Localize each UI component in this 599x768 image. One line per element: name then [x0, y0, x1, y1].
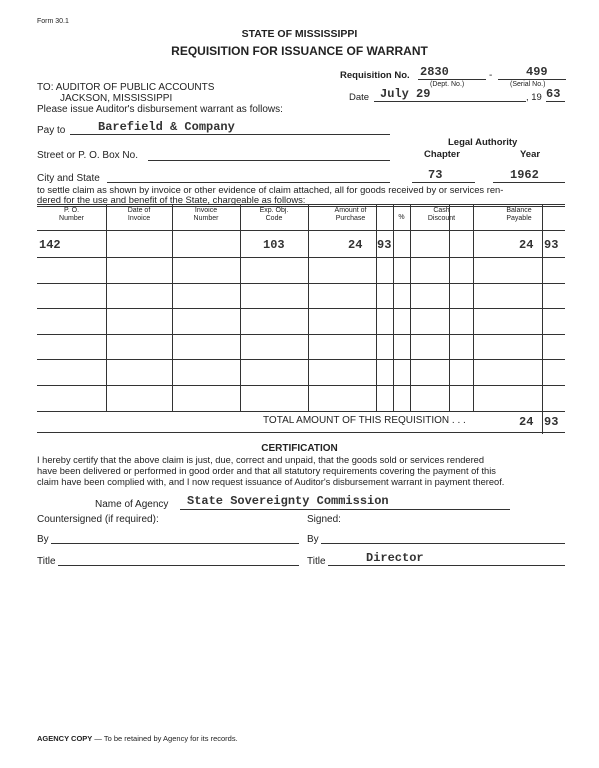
pay-to-value[interactable]: Barefield & Company: [98, 120, 235, 134]
certification-line-1: I hereby certify that the above claim is just, due, correct and unpaid, that the goods sold or services rendered: [37, 455, 485, 465]
header-amount-of-purchase: Amount of Purchase: [334, 207, 367, 222]
header-percent: %: [398, 214, 405, 221]
row-balance-cents[interactable]: 93: [544, 238, 559, 252]
title-value[interactable]: Director: [366, 551, 424, 565]
instruction-text: Please issue Auditor's disbursement warrant as follows:: [37, 104, 283, 115]
street-label: Street or P. O. Box No.: [37, 150, 138, 161]
footer-text: — To be retained by Agency for its records.: [94, 734, 238, 743]
signed-title-label: Title: [307, 556, 326, 567]
settle-text-2: dered for the use and benefit of the State, chargeable as follows:: [37, 194, 306, 205]
dept-number[interactable]: 2830: [420, 65, 449, 79]
serial-no-caption: (Serial No.): [510, 81, 546, 88]
pay-to-label: Pay to: [37, 125, 66, 136]
total-label: TOTAL AMOUNT OF THIS REQUISITION . . .: [263, 415, 466, 426]
header-balance-payable: Balance Payable: [506, 207, 532, 222]
header-po-number: P. O. Number: [59, 207, 84, 222]
settle-text-1: to settle claim as shown by invoice or other evidence of claim attached, all for goods received by or services ren-: [37, 184, 504, 195]
date-label: Date: [349, 92, 370, 103]
requisition-separator: -: [489, 70, 493, 81]
to-line-2: JACKSON, MISSISSIPPI: [60, 93, 173, 104]
year-prefix: , 19: [526, 92, 542, 103]
legal-authority-title: Legal Authority: [448, 137, 518, 148]
year-suffix[interactable]: 63: [546, 87, 561, 101]
charges-table: [37, 204, 565, 434]
row-balance-dollars[interactable]: 24: [519, 238, 534, 252]
row-po-number[interactable]: 142: [39, 238, 61, 252]
certification-line-2: have been delivered or performed in good order and that all statutory requirements covering the payment of this: [37, 466, 496, 476]
signed-by-label: By: [307, 534, 319, 545]
serial-number[interactable]: 499: [526, 65, 548, 79]
header-date-of-invoice: Date of Invoice: [127, 207, 151, 222]
requisition-label: Requisition No.: [340, 70, 410, 81]
signed-label: Signed:: [307, 514, 341, 525]
footer-note: [37, 734, 238, 743]
row-exp-obj-code[interactable]: 103: [263, 238, 285, 252]
header-invoice-number: Invoice Number: [193, 207, 219, 222]
chapter-value[interactable]: 73: [428, 168, 443, 182]
certification-title: CERTIFICATION: [261, 443, 338, 454]
chapter-label: Chapter: [424, 149, 460, 160]
countersign-by-label: By: [37, 534, 49, 545]
countersigned-label: Countersigned (if required):: [37, 514, 159, 525]
certification-line-3: claim have been complied with, and I now request issuance of Auditor's disbursement warrant in payment thereof.: [37, 477, 505, 487]
form-number: Form 30.1: [37, 18, 69, 25]
total-cents[interactable]: 93: [544, 415, 559, 429]
footer-bold: AGENCY COPY: [37, 734, 93, 743]
total-dollars[interactable]: 24: [519, 415, 534, 429]
countersign-title-label: Title: [37, 556, 56, 567]
header-cash-discount: Cash Discount: [427, 207, 456, 222]
header-exp-obj-code: Exp. Obj. Code: [259, 207, 289, 222]
dept-no-caption: (Dept. No.): [430, 81, 465, 88]
year-value[interactable]: 1962: [510, 168, 539, 182]
city-label: City and State: [37, 173, 100, 184]
agency-label: Name of Agency: [95, 499, 169, 510]
row-amount-dollars[interactable]: 24: [348, 238, 363, 252]
date-value[interactable]: July 29: [380, 87, 431, 101]
agency-value[interactable]: State Sovereignty Commission: [187, 494, 389, 508]
row-amount-cents[interactable]: 93: [377, 238, 392, 252]
state-heading: STATE OF MISSISSIPPI: [241, 28, 358, 40]
form-title: REQUISITION FOR ISSUANCE OF WARRANT: [171, 44, 428, 58]
to-line-1: TO: AUDITOR OF PUBLIC ACCOUNTS: [37, 82, 215, 93]
year-label: Year: [520, 149, 541, 160]
